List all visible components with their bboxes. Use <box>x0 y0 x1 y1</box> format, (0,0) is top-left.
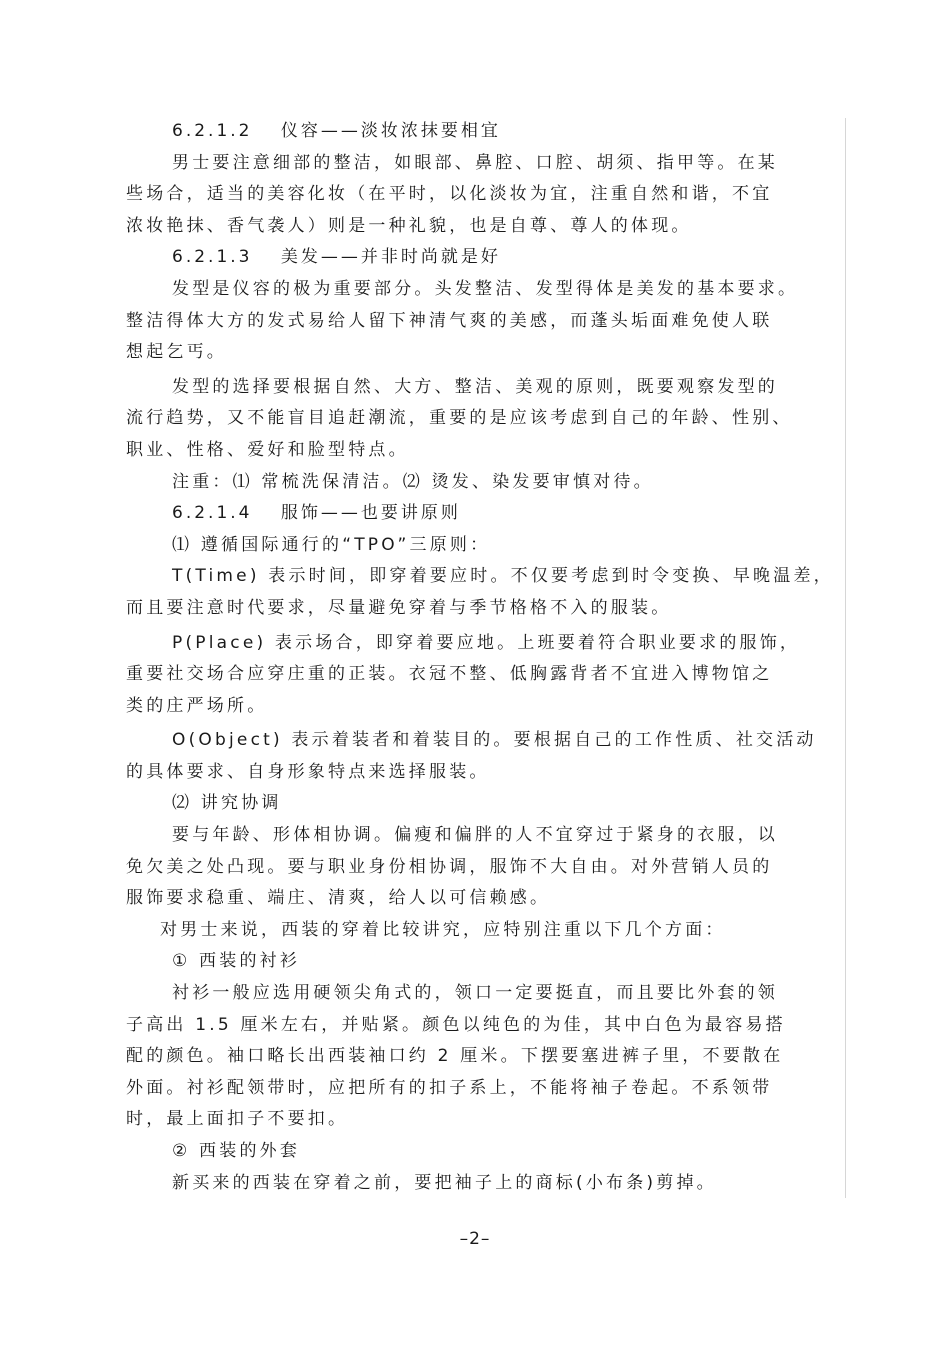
section-heading-6-2-1-2: 6.2.1.2 仪容——淡妆浓抹要相宜 <box>172 121 501 141</box>
margin-rule <box>845 118 846 1198</box>
paragraph-line: 配的颜色。袖口略长出西装袖口约 2 厘米。下摆要塞进裤子里，不要散在 <box>126 1046 784 1067</box>
paragraph-line: 些场合，适当的美容化妆（在平时，以化淡妆为宜，注重自然和谐，不宜 <box>126 184 773 205</box>
paragraph-line: 外面。衬衫配领带时，应把所有的扣子系上，不能将袖子卷起。不系领带 <box>126 1077 773 1098</box>
sub-item-jacket: ② 西装的外套 <box>172 1141 301 1161</box>
paragraph-line: 的具体要求、自身形象特点来选择服装。 <box>126 761 490 782</box>
paragraph-line: 重要社交场合应穿庄重的正装。衣冠不整、低胸露背者不宜进入博物馆之 <box>126 664 773 685</box>
paragraph-line: 服饰要求稳重、端庄、清爽，给人以可信赖感。 <box>126 888 551 909</box>
paragraph-line: 发型是仪容的极为重要部分。头发整洁、发型得体是美发的基本要求。 <box>172 278 799 299</box>
section-heading-6-2-1-3: 6.2.1.3 美发——并非时尚就是好 <box>172 247 501 268</box>
paragraph-line: 流行趋势，又不能盲目追赶潮流，重要的是应该考虑到自己的年龄、性别、 <box>126 408 793 429</box>
page-number: –2– <box>459 1229 491 1249</box>
paragraph-line: O(Object) 表示着装者和着装目的。要根据自己的工作性质、社交活动 <box>172 730 817 751</box>
paragraph-line: 整洁得体大方的发式易给人留下神清气爽的美感，而蓬头垢面难免使人联 <box>126 310 773 331</box>
paragraph-line: 子高出 1.5 厘米左右，并贴紧。颜色以纯色的为佳，其中白色为最容易搭 <box>126 1014 786 1035</box>
paragraph-line: 职业、性格、爱好和脸型特点。 <box>126 439 409 460</box>
document-body <box>126 116 842 1199</box>
paragraph-line: 新买来的西装在穿着之前，要把袖子上的商标(小布条)剪掉。 <box>172 1172 717 1193</box>
paragraph-line: 想起乞丐。 <box>126 342 227 363</box>
paragraph-line: 类的庄严场所。 <box>126 695 268 716</box>
sub-item-shirt: ① 西装的衬衫 <box>172 951 301 972</box>
paragraph-line: 发型的选择要根据自然、大方、整洁、美观的原则，既要观察发型的 <box>172 376 778 397</box>
paragraph-line: 要与年龄、形体相协调。偏瘦和偏胖的人不宜穿过于紧身的衣服，以 <box>172 825 778 846</box>
paragraph-line: 衬衫一般应选用硬领尖角式的，领口一定要挺直，而且要比外套的领 <box>172 983 778 1004</box>
paragraph-line: 浓妆艳抹、香气袭人）则是一种礼貌，也是自尊、尊人的体现。 <box>126 215 692 236</box>
paragraph-line: 免欠美之处凸现。要与职业身份相协调，服饰不大自由。对外营销人员的 <box>126 856 773 877</box>
list-item-1: ⑴ 遵循国际通行的“TPO”三原则： <box>172 534 491 555</box>
paragraph-line: 而且要注意时代要求，尽量避免穿着与季节格格不入的服装。 <box>126 597 672 618</box>
paragraph-line: P(Place) 表示场合，即穿着要应地。上班要着符合职业要求的服饰， <box>172 632 801 653</box>
paragraph-line: 注重：⑴ 常梳洗保清洁。⑵ 烫发、染发要审慎对待。 <box>172 471 654 492</box>
paragraph-line: 对男士来说，西装的穿着比较讲究，应特别注重以下几个方面： <box>160 919 726 940</box>
paragraph-line: 男士要注意细部的整洁，如眼部、鼻腔、口腔、胡须、指甲等。在某 <box>172 152 778 173</box>
paragraph-line: 时，最上面扣子不要扣。 <box>126 1109 349 1130</box>
list-item-2: ⑵ 讲究协调 <box>172 793 282 814</box>
paragraph-line: T(Time) 表示时间，即穿着要应时。不仅要考虑到时令变换、早晚温差， <box>172 566 834 587</box>
section-heading-6-2-1-4: 6.2.1.4 服饰——也要讲原则 <box>172 503 461 524</box>
